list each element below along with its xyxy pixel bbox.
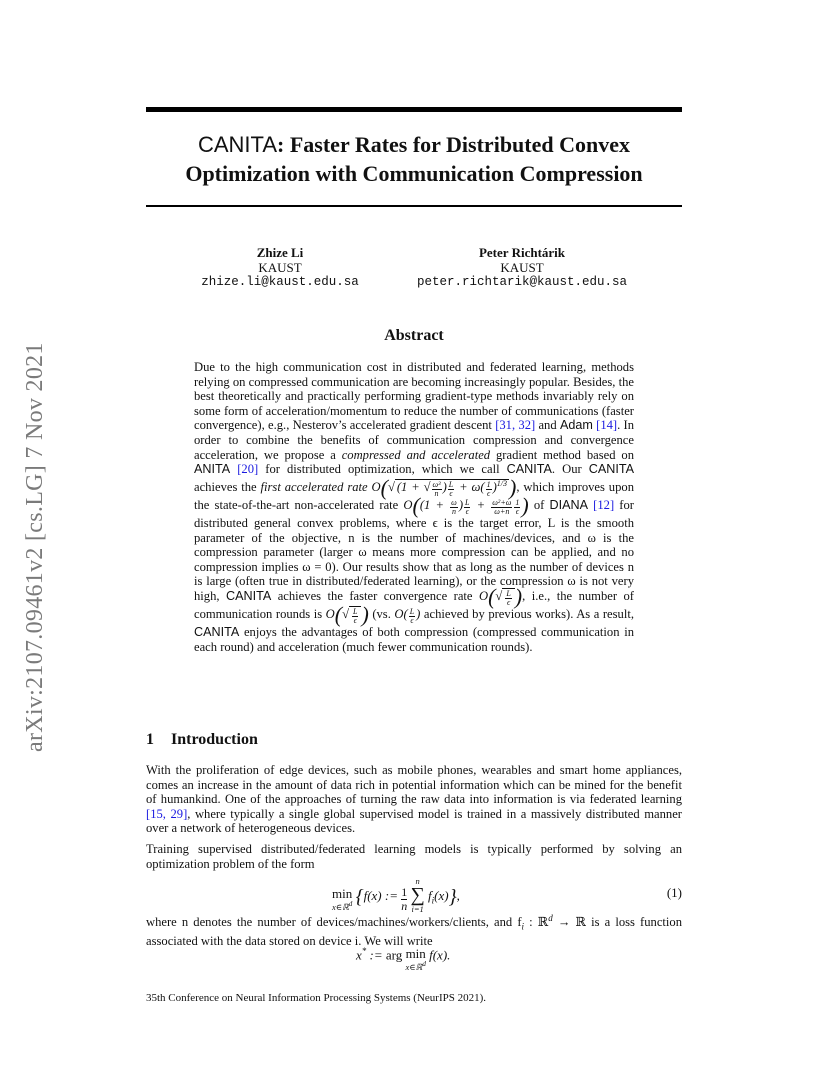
intro-text: , where typically a single global supervised model is trained in a massively distributed manner over a network of heterogeneous devices. (146, 806, 682, 836)
abstract-text: of (528, 497, 550, 512)
author-block-1 (190, 245, 370, 290)
equation-number: (1) (666, 885, 682, 900)
method-name: DIANA (549, 497, 589, 512)
body-text: : ℝ (524, 915, 549, 930)
title-bottom-rule (146, 205, 682, 207)
body-text: → ℝ is a loss function associated with the data stored on device i. We will write (146, 915, 682, 949)
author-affiliation: KAUST (500, 260, 544, 275)
formula-previous-rate: O( $\frac{L}{\epsilon}$ ) (394, 606, 421, 625)
arxiv-identifier-stamp: arXiv:2107.09461v2 [cs.LG] 7 Nov 2021 (22, 342, 48, 752)
citation-link[interactable]: 32] (518, 418, 536, 433)
abstract-text: achieved by previous works). As a result, (420, 606, 634, 621)
citation-link[interactable]: [15, 29] (146, 806, 188, 821)
abstract-text: Due to the high communication cost in distributed and federated learning, methods relying on compressed communication are becoming increasingly popular. Besides, the best theoretically and practically performing gradient-type methods invariably rely on some form of acceleration/momentum to reduce the number of communications (faster convergence), e.g., Nesterov’s accelerated gradient descent (194, 360, 634, 433)
abstract-emphasis: first accelerated rate (260, 479, 368, 494)
title-method-name: CANITA (197, 132, 278, 157)
section-title: Introduction (171, 731, 258, 748)
method-name: CANITA (506, 462, 552, 477)
abstract-text: . In order to combine the benefits of communication compression and convergence acceleration, we propose a (194, 418, 635, 462)
intro-paragraph-2: Training supervised distributed/federated learning models is typically performed by solving an optimization problem of the form (146, 841, 682, 871)
introduction-body (146, 763, 682, 877)
equation-2 (146, 945, 682, 972)
formula-rounds: O(√ $\frac{L}{\epsilon}$ ) (325, 601, 369, 627)
equation-1 (146, 876, 682, 914)
abstract-text: achieves the (194, 479, 261, 494)
title-top-rule (146, 107, 682, 112)
method-name: CANITA (194, 624, 240, 639)
formula-nonaccelerated-rate: O((1 + $\frac{\omega}{n}$ ) $\frac{L}{\epsilon}$ + $\frac{\text{ω²+ω}}{\omega+n}$ $\frac{1}{\epsilon}$ ) (403, 492, 529, 518)
author-name: Peter Richtárik (478, 245, 566, 260)
abstract-emphasis: compressed and accelerated (341, 447, 491, 462)
author-block-2 (402, 245, 642, 290)
paper-title (146, 130, 682, 188)
formula-fast-rate: O(√ $\frac{L}{\epsilon}$ ) (478, 583, 523, 609)
citation-link[interactable]: [12] (593, 497, 615, 512)
abstract-text: for distributed general convex problems, where ϵ is the target error, L is the smooth parameter of the objective, n is the number of machines/devices, and ω is the compression parameter (larger ω means more compression can be applied, and no compression implies ω = 0). Our results show that as long as the number of devices n is large (often true in distributed/federated learning), or the compression ω is not very high, (194, 497, 634, 603)
abstract-text: gradient method based on (490, 447, 634, 462)
citation-link[interactable]: [20] (237, 462, 259, 477)
abstract-text: , i.e., the number of communication rounds is (194, 588, 634, 621)
equation-2-body: x* := arg min x∈ℝ$^d$ f(x). (356, 945, 451, 972)
method-name: Adam (559, 418, 593, 433)
formula-accelerated-rate: O(√ (1 + √ $\frac{\text{ω³}}{n}$ ) $\frac{L}{\epsilon}$ + ω( $\frac{1}{\epsilon}$ )$^{1/3}$) (371, 474, 517, 500)
author-affiliation: KAUST (258, 260, 302, 275)
abstract-heading: Abstract (384, 327, 444, 344)
equation-1-body: min x∈ℝ$^d$ {f(x) := $\frac{1}{n}$ n ∑ i=1 $f_i(x)$}, (332, 876, 460, 914)
author-name: Zhize Li (256, 245, 304, 260)
conference-footnote: 35th Conference on Neural Information Processing Systems (NeurIPS 2021). (146, 992, 487, 1004)
citation-link[interactable]: [31, (495, 418, 516, 433)
author-email[interactable]: zhize.li@kaust.edu.sa (201, 275, 359, 289)
citation-link[interactable]: [14] (596, 418, 618, 433)
method-name: CANITA (226, 588, 272, 603)
title-line1-rest: : Faster Rates for Distributed Convex (277, 132, 630, 157)
intro-text: With the proliferation of edge devices, such as mobile phones, wearables and smart home appliances, comes an increase in the amount of data rich in potential information which can be mined for the benefit of humankind. One of the approaches of turning the raw data into information is via federated learning (146, 763, 682, 807)
abstract-text: enjoys the advantages of both compression (compressed communication in each round) and acceleration (much fewer communication rounds). (194, 624, 634, 654)
text-after-equation-1: where n denotes the number of devices/machines/workers/clients, and $f_i$ : ℝ$^d$ → ℝ is a loss function associated with the data stored on device i. We will write (146, 913, 682, 949)
abstract-text: for distributed optimization, which we call (258, 462, 507, 477)
title-line2: Optimization with Communication Compression (185, 161, 643, 186)
section-heading (146, 731, 258, 749)
abstract-text: , which improves upon the state-of-the-art non-accelerated rate (194, 479, 634, 512)
abstract-text: (vs. (368, 606, 395, 621)
abstract-text: . Our (551, 462, 589, 477)
method-name: CANITA (588, 462, 634, 477)
abstract-text: achieves the faster convergence rate (271, 588, 479, 603)
author-email[interactable]: peter.richtarik@kaust.edu.sa (416, 275, 628, 289)
method-name: ANITA (194, 462, 231, 477)
abstract-body (194, 360, 634, 654)
intro-paragraph-1 (146, 763, 682, 836)
body-text: where n denotes the number of devices/machines/workers/clients, and f (146, 915, 522, 930)
abstract-text: and (535, 418, 560, 433)
section-number: 1 (146, 731, 154, 748)
